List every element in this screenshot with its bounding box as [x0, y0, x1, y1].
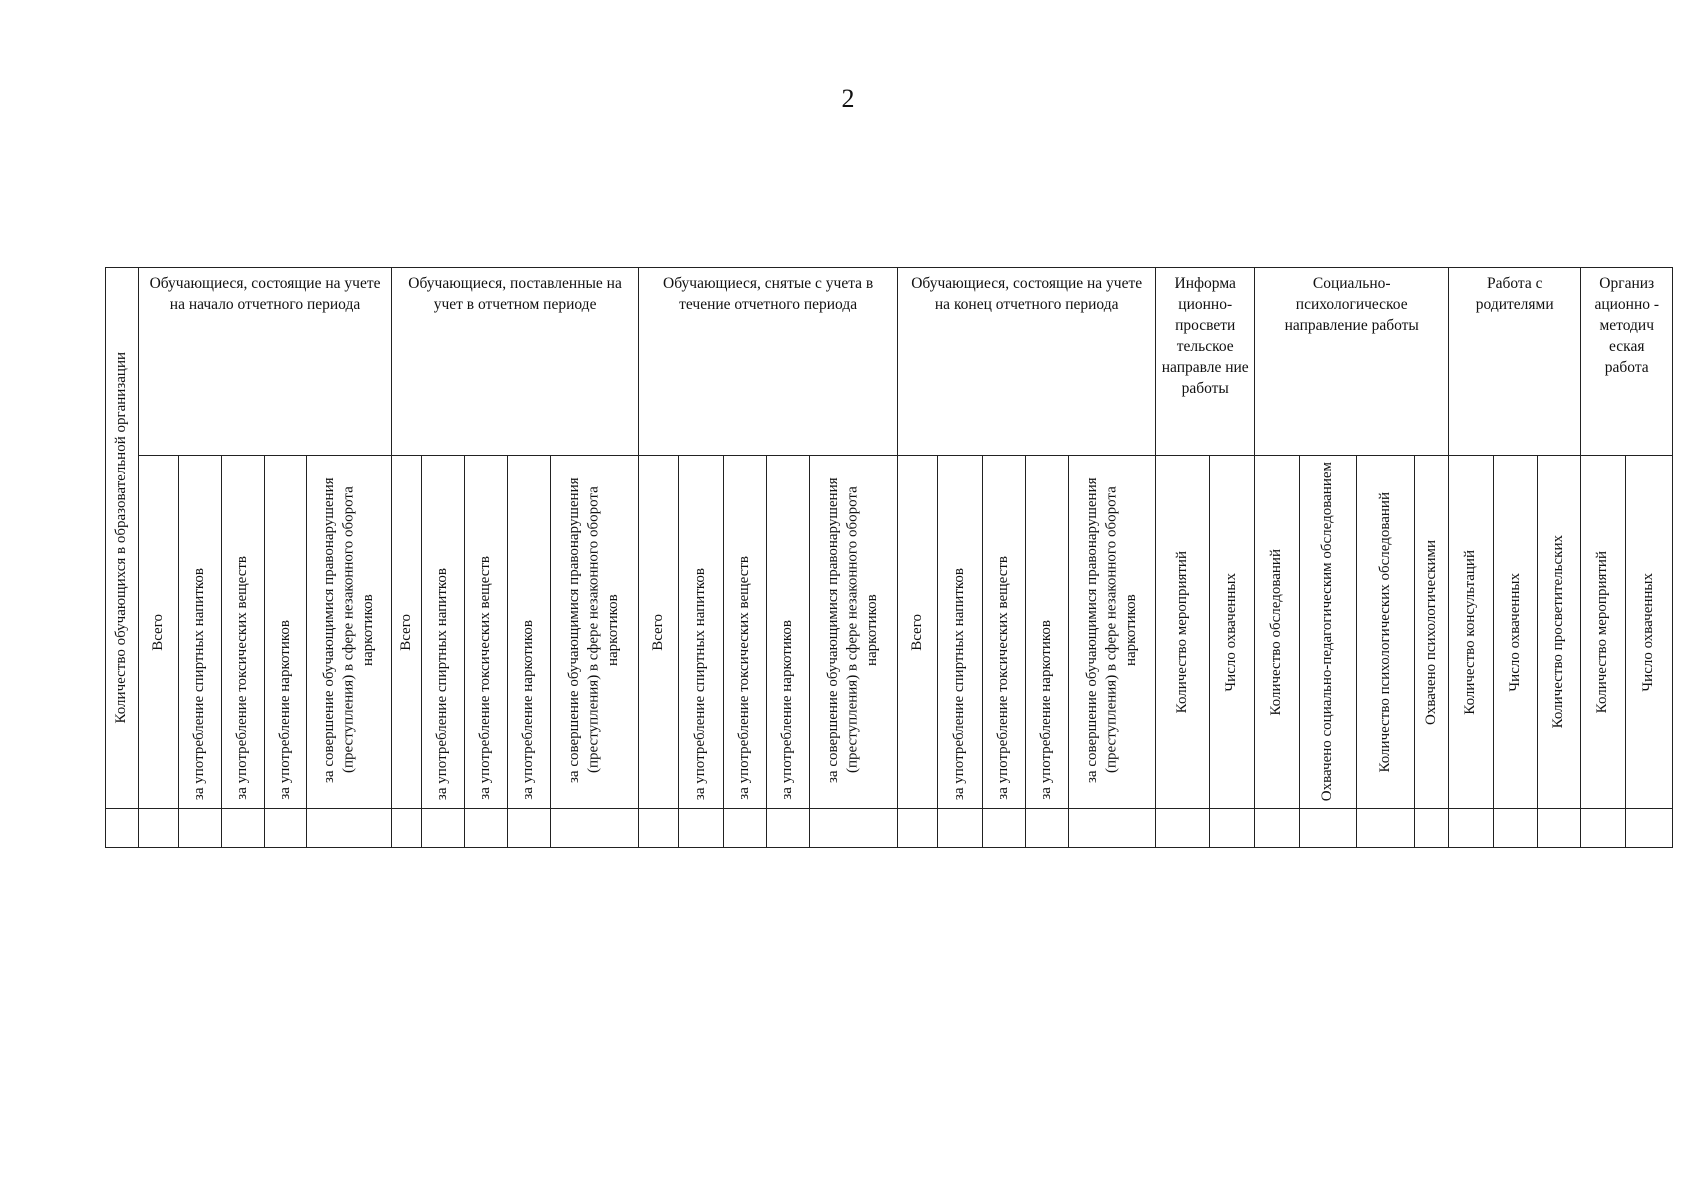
data-cell[interactable] — [465, 809, 508, 848]
sub-header: за употребление спиртных напитков — [938, 456, 983, 809]
data-cell[interactable] — [1300, 809, 1357, 848]
sub-header: за употребление наркотиков — [265, 456, 307, 809]
sub-header: Всего — [392, 456, 422, 809]
data-cell[interactable] — [724, 809, 767, 848]
sub-header: Количество просветительских — [1538, 456, 1581, 809]
group-header: Организ ационно - методич еская работа — [1581, 268, 1673, 456]
group-header-row — [106, 268, 1673, 456]
group-header: Обучающиеся, состоящие на учете на конец отчетного периода — [898, 268, 1156, 456]
data-cell[interactable] — [1449, 809, 1494, 848]
sub-header: Всего — [139, 456, 179, 809]
sub-header: Количество мероприятий — [1156, 456, 1210, 809]
sub-header: Количество психологических обследований — [1357, 456, 1415, 809]
row-label-cell — [106, 268, 139, 809]
sub-header: Охвачено социально-педагогическим обследованием — [1300, 456, 1357, 809]
group-header: Социально- психологическое направление работы — [1255, 268, 1449, 456]
data-cell[interactable] — [307, 809, 392, 848]
sub-header: за употребление наркотиков — [508, 456, 551, 809]
data-cell[interactable] — [265, 809, 307, 848]
row-label: Количество обучающихся в образовательной организации — [113, 352, 130, 724]
sub-header: Количество мероприятий — [1581, 456, 1626, 809]
sub-header: Всего — [898, 456, 938, 809]
sub-header: Число охваченных — [1494, 456, 1538, 809]
sub-header: за употребление токсических веществ — [465, 456, 508, 809]
sub-header: Число охваченных — [1210, 456, 1255, 809]
sub-header: за употребление спиртных напитков — [179, 456, 222, 809]
group-header: Информа ционно- просвети тельское направле ние работы — [1156, 268, 1255, 456]
data-cell[interactable] — [222, 809, 265, 848]
data-cell[interactable] — [551, 809, 639, 848]
sub-header: за употребление токсических веществ — [983, 456, 1026, 809]
sub-header: Количество обследований — [1255, 456, 1300, 809]
data-cell[interactable] — [1210, 809, 1255, 848]
data-cell[interactable] — [810, 809, 898, 848]
data-cell[interactable] — [639, 809, 679, 848]
data-cell[interactable] — [679, 809, 724, 848]
data-cell[interactable] — [1538, 809, 1581, 848]
data-cell[interactable] — [1415, 809, 1449, 848]
sub-header: Всего — [639, 456, 679, 809]
data-cell[interactable] — [898, 809, 938, 848]
sub-header: Количество консультаций — [1449, 456, 1494, 809]
sub-header: за употребление спиртных напитков — [422, 456, 465, 809]
data-cell[interactable] — [392, 809, 422, 848]
sub-header: за употребление токсических веществ — [724, 456, 767, 809]
data-cell[interactable] — [983, 809, 1026, 848]
sub-header: за совершение обучающимися правонарушения (преступления) в сфере незаконного оборота наркотиков — [1069, 456, 1156, 809]
sub-header: за употребление токсических веществ — [222, 456, 265, 809]
data-cell[interactable] — [106, 809, 139, 848]
data-cell[interactable] — [938, 809, 983, 848]
sub-header: за употребление наркотиков — [767, 456, 810, 809]
group-header: Работа с родителями — [1449, 268, 1581, 456]
group-header: Обучающиеся, снятые с учета в течение отчетного периода — [639, 268, 898, 456]
data-cell[interactable] — [1026, 809, 1069, 848]
sub-header-row — [106, 456, 1673, 809]
page-number: 2 — [841, 84, 855, 113]
sub-header: за совершение обучающимися правонарушения (преступления) в сфере незаконного оборота наркотиков — [307, 456, 392, 809]
group-header: Обучающиеся, поставленные на учет в отчетном периоде — [392, 268, 639, 456]
sub-header: за совершение обучающимися правонарушения (преступления) в сфере незаконного оборота наркотиков — [551, 456, 639, 809]
data-row — [106, 809, 1673, 848]
data-cell[interactable] — [422, 809, 465, 848]
data-cell[interactable] — [1581, 809, 1626, 848]
data-cell[interactable] — [179, 809, 222, 848]
report-table — [105, 267, 1673, 848]
data-cell[interactable] — [1626, 809, 1673, 848]
sub-header: за употребление спиртных напитков — [679, 456, 724, 809]
group-header: Обучающиеся, состоящие на учете на начало отчетного периода — [139, 268, 392, 456]
data-cell[interactable] — [1357, 809, 1415, 848]
sub-header: Число охваченных — [1626, 456, 1673, 809]
data-cell[interactable] — [1156, 809, 1210, 848]
sub-header: Охвачено психологическими — [1415, 456, 1449, 809]
data-cell[interactable] — [508, 809, 551, 848]
sub-header: за совершение обучающимися правонарушения (преступления) в сфере незаконного оборота наркотиков — [810, 456, 898, 809]
data-cell[interactable] — [1069, 809, 1156, 848]
data-cell[interactable] — [1494, 809, 1538, 848]
sub-header: за употребление наркотиков — [1026, 456, 1069, 809]
data-cell[interactable] — [1255, 809, 1300, 848]
data-cell[interactable] — [139, 809, 179, 848]
data-cell[interactable] — [767, 809, 810, 848]
